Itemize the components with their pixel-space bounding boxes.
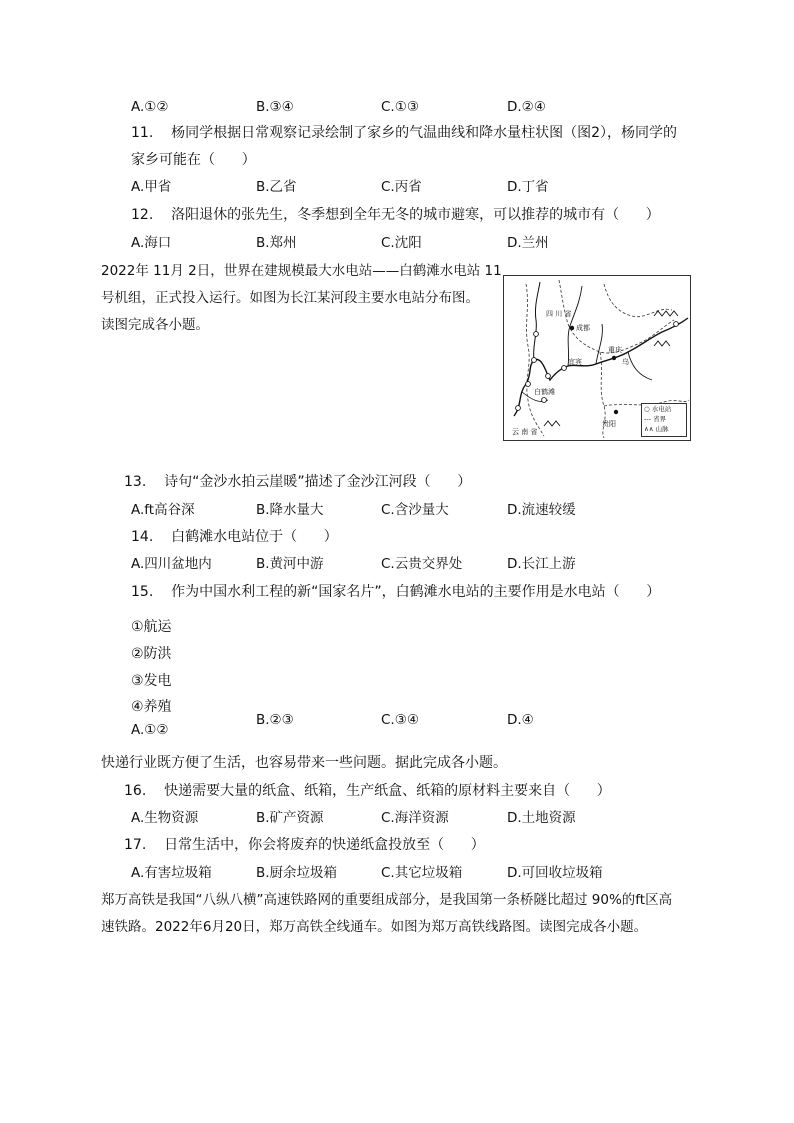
q17-option-d[interactable]: D.可回收垃圾箱 [507,865,603,881]
q11-stem-line2: 家乡可能在（ ） [131,152,256,168]
q15-option-a[interactable]: A.①② [131,722,169,738]
q11-option-a[interactable]: A.甲省 [131,179,172,195]
q12-option-d[interactable]: D.兰州 [507,235,549,251]
map-label-chengdu: 成都 [576,324,590,332]
q15-stem: 15. 作为中国水利工程的新“国家名片”，白鹤滩水电站的主要作用是水电站（ ） [131,584,661,600]
q15-item-1: ①航运 [131,619,172,635]
legend-mountain: 山脉 [655,425,669,433]
q15-option-d[interactable]: D.④ [507,712,534,728]
intro3-line2: 速铁路。2022年6月20日，郑万高铁全线通车。如图为郑万高铁线路图。读图完成各小题。 [101,919,648,935]
q12-stem: 12. 洛阳退休的张先生，冬季想到全年无冬的城市避寒，可以推荐的城市有（ ） [131,207,660,223]
intro1-line1: 2022年 11月 2日，世界在建规模最大水电站——白鹤滩水电站 11 [101,263,502,279]
q17-option-a[interactable]: A.有害垃圾箱 [131,865,212,881]
map-label-guiyang: 贵阳 [602,420,616,428]
map-label-sichuan: 四 川 省 [546,310,572,318]
q13-option-a[interactable]: A.ft高谷深 [131,502,195,518]
q14-stem: 14. 白鹤滩水电站位于（ ） [131,529,338,545]
q13-option-c[interactable]: C.含沙量大 [381,502,449,518]
q16-option-d[interactable]: D.土地资源 [507,810,576,826]
q16-option-a[interactable]: A.生物资源 [131,810,199,826]
hydropower-legend-icon: ○ [644,405,650,413]
map-label-baihetan: 白鹤滩 [534,388,555,396]
q15-item-4: ④养殖 [131,699,172,715]
q15-option-c[interactable]: C.③④ [381,712,419,728]
q17-option-b[interactable]: B.厨余垃圾箱 [256,865,338,881]
map-label-yunnan: 云 南 省 [512,428,538,436]
q10-option-a[interactable]: A.①② [131,99,169,115]
border-legend-icon: --- [644,415,652,423]
q15-item-3: ③发电 [131,673,172,689]
q11-stem-line1: 11. 杨同学根据日常观察记录绘制了家乡的气温曲线和降水量柱状图（图2），杨同学的 [131,125,677,141]
q12-option-b[interactable]: B.郑州 [256,235,297,251]
q15-option-b[interactable]: B.②③ [256,712,294,728]
q13-option-b[interactable]: B.降水量大 [256,502,324,518]
q16-option-b[interactable]: B.矿产资源 [256,810,324,826]
map-label-chongqing: 重庆 [608,346,622,354]
q11-option-d[interactable]: D.丁省 [507,179,549,195]
map-legend [641,403,687,437]
q17-option-c[interactable]: C.其它垃圾箱 [381,865,463,881]
map-label-wu: 乌 [622,358,629,366]
q14-option-b[interactable]: B.黄河中游 [256,556,324,572]
q10-option-c[interactable]: C.①③ [381,99,419,115]
q16-stem: 16. 快递需要大量的纸盒、纸箱，生产纸盒、纸箱的原材料主要来自（ ） [124,783,611,799]
intro1-line2: 号机组，正式投入运行。如图为长江某河段主要水电站分布图。 [101,290,479,306]
q13-option-d[interactable]: D.流速较缓 [507,502,576,518]
q12-option-a[interactable]: A.海口 [131,235,172,251]
legend-border: 省界 [653,415,667,423]
intro1-line3: 读图完成各小题。 [101,317,209,333]
q15-item-2: ②防洪 [131,646,172,662]
q13-stem: 13. 诗句“金沙水拍云崖暖”描述了金沙江河段（ ） [124,474,472,490]
legend-station: 水电站 [651,405,672,413]
q12-option-c[interactable]: C.沈阳 [381,235,422,251]
mountain-legend-icon: ∧∧ [644,425,654,433]
hydropower-map [503,275,691,441]
intro2-line1: 快递行业既方便了生活，也容易带来一些问题。据此完成各小题。 [101,755,507,771]
q14-option-a[interactable]: A.四川盆地内 [131,556,212,572]
q14-option-d[interactable]: D.长江上游 [507,556,576,572]
q11-option-b[interactable]: B.乙省 [256,179,297,195]
intro3-line1: 郑万高铁是我国“八纵八横”高速铁路网的重要组成部分，是我国第一条桥隧比超过 90%的ft区高 [101,892,673,908]
q11-option-c[interactable]: C.丙省 [381,179,422,195]
q10-option-b[interactable]: B.③④ [256,99,294,115]
q16-option-c[interactable]: C.海洋资源 [381,810,449,826]
q14-option-c[interactable]: C.云贵交界处 [381,556,463,572]
map-label-yibin: 宜宾 [568,358,582,366]
q17-stem: 17. 日常生活中，你会将废弃的快递纸盒投放至（ ） [124,837,485,853]
q10-option-d[interactable]: D.②④ [507,99,546,115]
